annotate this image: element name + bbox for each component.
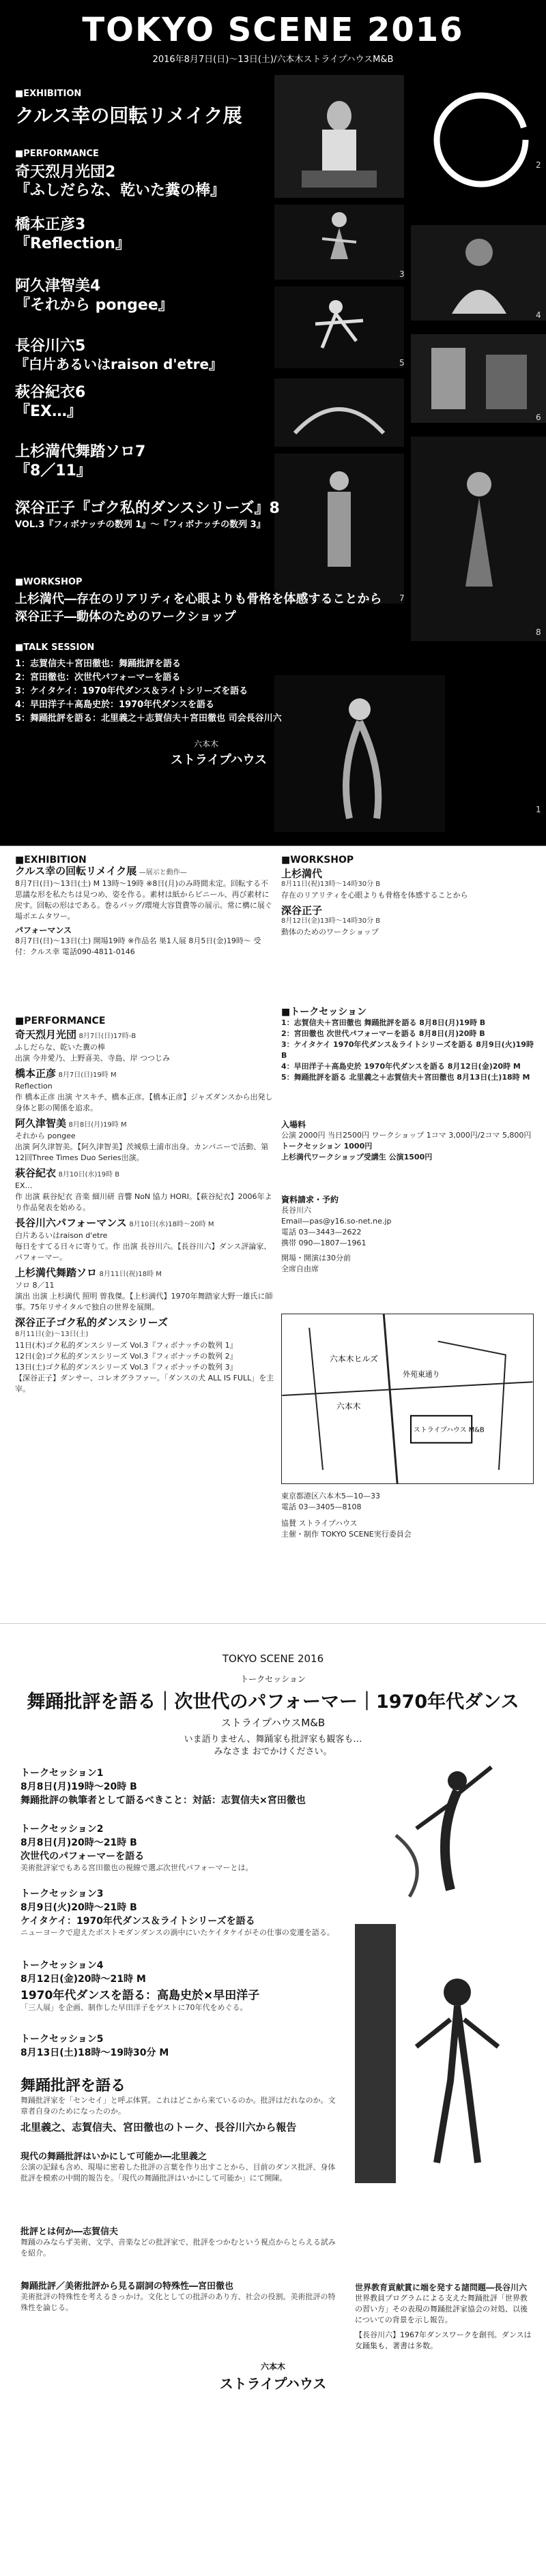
talk-session-4-desc: 「三人展」を企画、制作した早田洋子をゲストに70年代をめぐる。 xyxy=(20,2003,248,2012)
talk-photo-dancer-1 xyxy=(355,1753,519,1910)
info-talk-line-1: 1：志賀信夫＋宮田徹也 舞踊批評を語る 8月8日(月)19時 B xyxy=(281,1018,486,1027)
info-pf1-date: 8月7日(日)17時-B xyxy=(78,1033,136,1040)
info-exhibition-perf-label: パフォーマンス xyxy=(15,926,72,935)
performer-6-figure xyxy=(274,379,404,447)
talk-session-3-desc: ニューヨークで迎えたポストモダンダンスの渦中にいたケイタケイがその仕事の変遷を語る。 xyxy=(20,1928,334,1937)
cover-venue: ストライプハウス xyxy=(171,753,267,767)
info-performance-block xyxy=(15,1016,274,1395)
info-exhibition-title: クルス幸の回転リメイク展 xyxy=(15,865,137,877)
info-talk-line-2: 2：宮田徹也 次世代パフォーマーを語る 8月8日(月)20時 B xyxy=(281,1029,485,1038)
info-pf6-body: 演出 出演 上杉満代 照明 曽我傑。【上杉満代】1970年舞踏家大野一雄氏に師事。75年リサイタルで独自の世界を展開。 xyxy=(15,1292,273,1312)
info-ws1-date: 8月11日(祝)13時〜14時30分 B xyxy=(281,880,381,888)
talk-session-1-label: トークセッション1 xyxy=(20,1768,104,1779)
talk-foot-small: 六本木 xyxy=(260,2362,285,2371)
talk-top-title: TOKYO SCENE 2016 xyxy=(222,1653,324,1665)
talk-session-3-title: ケイタケイ：1970年代ダンス＆ライトシリーズを語る xyxy=(20,1916,255,1927)
perf-1-title: 『ふしだらな、乾いた糞の棒』 xyxy=(15,182,226,199)
talk-session-2-label: トークセッション2 xyxy=(20,1824,104,1835)
talk-dancer-2-figure xyxy=(341,1917,532,2190)
perf-2-title: 『Reflection』 xyxy=(15,235,130,252)
talk-session-header: ■TALK SESSION xyxy=(15,642,95,653)
photo-circle xyxy=(410,75,546,225)
info-pf5-name: 長谷川六パフォーマンス xyxy=(15,1217,127,1229)
talk-session-2-date: 8月8日(月)20時〜21時 B xyxy=(20,1837,137,1848)
talk-foot-big: ストライプハウス xyxy=(219,2375,327,2392)
info-pf4-date: 8月10日(水)19時 B xyxy=(58,1171,120,1179)
info-pf5-date: 8月10日(水)18時〜20時 M xyxy=(129,1221,214,1228)
workshop-line-1: 上杉満代―存在のリアリティを心眼よりも骨格を体感することから xyxy=(15,592,382,606)
info-pf2-title: Reflection xyxy=(15,1082,53,1091)
info-exhibition-header: ■EXHIBITION xyxy=(15,855,87,865)
workshop-header: ■WORKSHOP xyxy=(15,577,83,587)
info-exhibition-body: 8月7日(日)〜13日(土) M 13時〜19時 ※8日(月)のみ時間未定。回転する不思議な形を私たちは見つめ、姿を作る。素材は紙からビニール、再び素材に戻す。回転の形はである。巻るバッグ/環境大容貨費等の展示。常に構に展ぐ場ポエムタワー。 xyxy=(15,879,272,921)
info-booking-label: 資料請求・予約 xyxy=(281,1195,339,1204)
info-address-block xyxy=(281,1491,534,1540)
talk-cap1-head: 世界教育貢献賞に端を発する諸問題―長谷川六 xyxy=(355,2283,528,2292)
talk-paper-1 xyxy=(20,2149,341,2184)
talk-item-3: 3：ケイタケイ：1970年代ダンス＆ライトシリーズを語る xyxy=(15,686,248,696)
info-pf5-title: 白片あるいはraison d'etre xyxy=(15,1231,108,1240)
talk-item-4: 4：早田洋子＋高島史於：1970年代ダンスを語る xyxy=(15,700,214,710)
info-org: 協賛 ストライプハウス xyxy=(281,1519,358,1528)
info-pf3-body: 出演 阿久津智美。【阿久津智美】茨城県土浦市出身。カンパニーで活動、第12回Three Times Duo Series出演。 xyxy=(15,1142,269,1162)
info-performance-header: ■PERFORMANCE xyxy=(15,1016,106,1026)
photo-exhibition xyxy=(274,75,404,198)
talk-cap2-body: 【長谷川六】1967年ダンスワークを創刊。ダンスは女踊集も、著書は多数。 xyxy=(355,2330,532,2350)
cover-venue-small: 六本木 xyxy=(194,739,219,749)
perf-2-artist: 橋本正彦3 xyxy=(15,216,86,233)
info-booking-tel: 電話 03—3443—2622 xyxy=(281,1228,362,1237)
talk-venue: ストライプハウスM&B xyxy=(220,1717,326,1729)
talk-item-1: 1：志賀信夫＋宮田徹也：舞踊批評を語る xyxy=(15,659,182,669)
talk-session-5-label: トークセッション5 xyxy=(20,2034,104,2045)
perf-4-title: 『白片あるいはraison d'etre』 xyxy=(15,356,223,372)
info-pf1-body: 出演 今井愛乃、上野喜美、寺島、岸 つつじみ xyxy=(15,1054,170,1063)
photo-number-5: 5 xyxy=(399,358,405,368)
talk-headline: 舞踊批評を語る｜次世代のパフォーマー｜1970年代ダンス xyxy=(27,1691,519,1713)
info-talk-fee: トークセッション 1000円 xyxy=(281,1142,373,1151)
info-org-2: 主催・制作 TOKYO SCENE実行委員会 xyxy=(281,1530,412,1539)
photo-number-6: 6 xyxy=(536,413,541,422)
talk-session-5-date: 8月13日(土)18時〜19時30分 M xyxy=(20,2047,169,2058)
circle-drawing xyxy=(410,75,546,225)
info-exhibition-perf-body: 8月7日(日)〜13日(土) 開場19時 ※作品名 巣1人展 8月5日(金)19時〜 受付：クルス幸 電話090-4811-0146 xyxy=(15,936,261,956)
talk-session-2-title: 次世代のパフォーマーを語る xyxy=(20,1851,145,1862)
info-exhibition-title-sub: —展示と動作— xyxy=(139,869,187,876)
info-booking-mobile: 携帯 090—1807—1961 xyxy=(281,1239,367,1247)
info-pf1-name: 奇天烈月光団 xyxy=(15,1028,77,1041)
info-pf7-line-1: 11日(木)ゴク私的ダンスシリーズ Vol.3『フィボナッチの数列 1』 xyxy=(15,1341,238,1350)
performer-1-figure xyxy=(274,675,445,832)
talk-session-1-date: 8月8日(月)19時〜20時 B xyxy=(20,1781,137,1792)
info-pf1-title: ふしだらな、乾いた糞の棒 xyxy=(15,1043,105,1052)
talk-big-block xyxy=(20,2074,341,2134)
performer-4-figure xyxy=(274,286,404,368)
talk-p1-body: 公演の記録も含め、現場に密着した批評の言葉を作り出すことから、目前のダンス批評、身体批評を模索の中間的報告を。「現代の舞踊批評はいかにして可能か」にて開陳。 xyxy=(20,2163,336,2182)
info-open-note: 開場・開演は30分前 xyxy=(281,1254,351,1262)
info-pf5-body: 毎日をすてる日々に寄りて。作 出演 長谷川六。【長谷川六】ダンス評論家、パフォーマー。 xyxy=(15,1242,272,1262)
photo-number-7: 7 xyxy=(399,593,405,603)
info-pf4-title: EX… xyxy=(15,1181,33,1190)
info-map-caption: 全席自由席 xyxy=(281,1264,319,1273)
info-pf4-body: 作 出演 萩谷紀衣 音楽 細川研 音響 NoN 協力 HORI。【萩谷紀衣】2006年より作品発表を始める。 xyxy=(15,1192,272,1212)
perf-6-sub: 『8／11』 xyxy=(15,462,91,479)
exhibition-header: ■EXHIBITION xyxy=(15,89,82,99)
info-admission-body: 公演 2000円 当日2500円 ワークショップ 1コマ 3,000円/2コマ 5,800円 xyxy=(281,1131,532,1140)
info-exhibition-block xyxy=(15,855,274,958)
talk-session-1 xyxy=(20,1766,341,1807)
talk-item-2: 2：宮田徹也：次世代パフォーマーを語る xyxy=(15,672,181,683)
talk-session-1-title: 舞踊批評の執筆者として語るべきこと：対話：志賀信夫×宮田徹也 xyxy=(20,1795,306,1806)
talk-paper-2 xyxy=(20,2224,341,2259)
talk-panel xyxy=(0,1623,546,2576)
photo-performer-7 xyxy=(274,454,404,604)
talk-session-5 xyxy=(20,2032,341,2059)
perf-7-title: 深谷正子『ゴク私的ダンスシリーズ』8 xyxy=(15,500,280,517)
cover-title: TOKYO SCENE 2016 xyxy=(82,11,464,49)
info-talk-block xyxy=(281,1007,534,1083)
workshop-line-2: 深谷正子―動体のためのワークショップ xyxy=(15,610,236,624)
talk-big-guests: 北里義之、志賀信夫、宮田徹也のトーク、長谷川六から報告 xyxy=(20,2121,297,2133)
perf-6-title: 上杉満代舞踏ソロ7 xyxy=(15,443,146,460)
info-pf4-name: 萩谷紀衣 xyxy=(15,1167,57,1179)
perf-7-sub: VOL.3『フィボナッチの数列 1』〜『フィボナッチの数列 3』 xyxy=(15,520,265,530)
performer-2-figure xyxy=(274,205,404,280)
info-address: 東京都港区六本木5—10—33 xyxy=(281,1492,380,1500)
photo-performer-1 xyxy=(274,675,445,832)
talk-session-4-title: 1970年代ダンスを語る：高島史於×早田洋子 xyxy=(20,1989,260,2002)
perf-3-title: 『それから pongee』 xyxy=(15,297,173,314)
talk-p1-head: 現代の舞踊批評はいかにして可能か―北里義之 xyxy=(20,2152,207,2162)
info-tel: 電話 03—3405—8108 xyxy=(281,1502,362,1511)
talk-cap1-body: 世界教員プログラムによる支えた舞踊批評「世界教の習い方」その表現の舞踊批評家協会の対処、以後についての背景を示し報告。 xyxy=(355,2294,528,2324)
info-ws2-body: 動体のためのワークショップ xyxy=(281,928,379,936)
info-ws1-body: 存在のリアリティを心眼よりも骨格を体感することから xyxy=(281,891,468,900)
photo-performer-8 xyxy=(411,436,546,641)
info-booking-block xyxy=(281,1194,534,1275)
info-ws1-name: 上杉満代 xyxy=(281,868,323,880)
talk-p3-body: 美術批評の特殊性を考えるきっかけ。文化としての批評のあり方、社会の役割。美術批評の特殊性を論じる。 xyxy=(20,2292,336,2312)
info-pf3-name: 阿久津智美 xyxy=(15,1117,67,1129)
talk-big-head: 舞踊批評を語る xyxy=(20,2077,126,2094)
photo-number-2: 2 xyxy=(536,160,541,170)
info-panel xyxy=(0,846,546,1623)
photo-performer-2 xyxy=(274,205,404,280)
photo-number-8: 8 xyxy=(536,627,541,637)
info-talk-header: ■トークセッション xyxy=(281,1007,367,1018)
talk-p3-head: 舞踊批評／美術批評から見る副詞の特殊性―宮田徹也 xyxy=(20,2281,234,2292)
perf-4-artist: 長谷川六5 xyxy=(15,338,86,355)
info-booking-email[interactable]: Email—pas@y16.so-net.ne.jp xyxy=(281,1217,392,1226)
photo-performer-5 xyxy=(411,334,546,423)
map-label-street: 外苑東通り xyxy=(403,1370,440,1379)
info-admission-block xyxy=(281,1119,534,1163)
talk-big-desc: 舞踊批評家を「センセイ」と呼ぶ体質。これはどこから来ているのか。批評はだれなのか。文章者自身のためになったのか。 xyxy=(20,2096,336,2116)
photo-number-3: 3 xyxy=(399,269,405,279)
cover-subtitle: 2016年8月7日(日)〜13日(土)/六本木ストライプハウスM&B xyxy=(152,55,394,65)
info-pf7-name: 深谷正子ゴク私的ダンスシリーズ xyxy=(15,1316,168,1329)
info-talk-fee-2: 上杉満代ワークショップ受講生 公演1500円 xyxy=(281,1153,433,1161)
performer-7-figure xyxy=(274,454,404,604)
talk-p2-head: 批評とは何か―志賀信夫 xyxy=(20,2227,119,2237)
perf-1-artist: 奇天烈月光団2 xyxy=(15,164,116,181)
info-pf6-name: 上杉満代舞踏ソロ xyxy=(15,1267,98,1279)
info-ws2-name: 深谷正子 xyxy=(281,904,323,917)
talk-intro-1: いま語りません、舞踊家も批評家も観客も… xyxy=(184,1734,362,1745)
info-pf7-body: 【深谷正子】ダンサー、コレオグラファー。「ダンスの犬 ALL IS FULL」を主宰。 xyxy=(15,1374,274,1393)
talk-intro-2: みなさま おでかけください。 xyxy=(214,1747,332,1757)
info-talk-line-3: 3：ケイタケイ 1970年代ダンス＆ライトシリーズを語る 8月9日(火)19時 B xyxy=(281,1040,534,1060)
performance-header: ■PERFORMANCE xyxy=(15,149,99,159)
exhibition-title: クルス幸の回転リメイク展 xyxy=(15,104,242,127)
map-label-venue: ストライプハウス M&B xyxy=(413,1426,485,1434)
info-talk-line-5: 5：舞踊批評を語る 北里義之＋志賀信夫＋宮田徹也 8月13日(土)18時 M xyxy=(281,1073,530,1082)
info-pf6-title: ソロ 8／11 xyxy=(15,1281,55,1290)
venue-map-drawing xyxy=(282,1314,533,1483)
info-pf7-date: 8月11日(金)〜13日(土) xyxy=(15,1331,89,1338)
map-label-hills: 六本木ヒルズ xyxy=(329,1354,378,1364)
info-pf3-date: 8月8日(月)19時 M xyxy=(68,1121,127,1129)
info-pf6-date: 8月11日(祝)18時 M xyxy=(99,1271,162,1278)
perf-5-title: 『EX…』 xyxy=(15,403,82,420)
talk-dancer-1-figure xyxy=(355,1753,519,1910)
talk-session-3-label: トークセッション3 xyxy=(20,1889,104,1899)
performer-3-figure xyxy=(411,225,546,321)
photo-performer-6 xyxy=(274,379,404,447)
talk-photo-dancer-2 xyxy=(341,1917,532,2190)
exhibition-photo-art xyxy=(274,75,404,198)
map-label-roppongi: 六本木 xyxy=(336,1401,361,1411)
talk-p2-body: 舞踊のみならず美術、文学、音楽などの批評家で、批評をつかむという視点からとらえる試みを紹介。 xyxy=(20,2238,336,2257)
talk-session-2 xyxy=(20,1822,341,1874)
info-pf3-title: それから pongee xyxy=(15,1131,76,1140)
info-pf2-body: 作 橋本正彦 出演 ヤスキチ、橋本正彦。【橋本正彦】ジャズダンスから出発し身体と影の関係を追求。 xyxy=(15,1093,273,1112)
info-booking-name: 長谷川六 xyxy=(281,1206,311,1215)
info-workshop-header: ■WORKSHOP xyxy=(281,855,354,865)
info-pf2-name: 橋本正彦 xyxy=(15,1067,57,1080)
talk-item-5: 5：舞踊批評を語る：北里義之＋志賀信夫＋宮田徹也 司会長谷川六 xyxy=(15,713,282,724)
performer-8-figure xyxy=(411,436,546,641)
talk-session-3-date: 8月9日(火)20時〜21時 B xyxy=(20,1902,137,1913)
info-talk-line-4: 4：早田洋子＋高島史於 1970年代ダンスを語る 8月12日(金)20時 M xyxy=(281,1062,521,1071)
talk-session-4-label: トークセッション4 xyxy=(20,1960,104,1971)
talk-header-small: トークセッション xyxy=(240,1674,306,1684)
talk-session-4 xyxy=(20,1958,341,2013)
cover-panel xyxy=(0,0,546,846)
info-pf7-line-3: 13日(土)ゴク私的ダンスシリーズ Vol.3『フィボナッチの数列 3』 xyxy=(15,1363,238,1372)
photo-performer-3 xyxy=(411,225,546,321)
venue-map xyxy=(281,1314,534,1484)
photo-number-4: 4 xyxy=(536,310,541,320)
perf-3-artist: 阿久津智美4 xyxy=(15,278,101,295)
talk-session-2-desc: 美術批評家でもある宮田徹也の視線で選ぶ次世代パフォーマーとは。 xyxy=(20,1863,253,1872)
photo-number-1: 1 xyxy=(536,805,541,814)
info-pf7-line-2: 12日(金)ゴク私的ダンスシリーズ Vol.3『フィボナッチの数列 2』 xyxy=(15,1352,238,1361)
talk-session-4-date: 8月12日(金)20時〜21時 M xyxy=(20,1974,146,1985)
talk-paper-3 xyxy=(20,2279,341,2313)
info-pf2-date: 8月7日(日)19時 M xyxy=(58,1071,117,1079)
talk-session-3 xyxy=(20,1886,341,1938)
info-workshop-block xyxy=(281,855,534,938)
perf-5-artist: 萩谷紀衣6 xyxy=(15,384,86,401)
info-ws2-date: 8月12日(金)13時〜14時30分 B xyxy=(281,917,381,925)
talk-caption-block xyxy=(355,2282,532,2352)
info-admission-header: 入場料 xyxy=(281,1120,306,1129)
photo-performer-4 xyxy=(274,286,404,368)
performer-5-figure xyxy=(411,334,546,423)
